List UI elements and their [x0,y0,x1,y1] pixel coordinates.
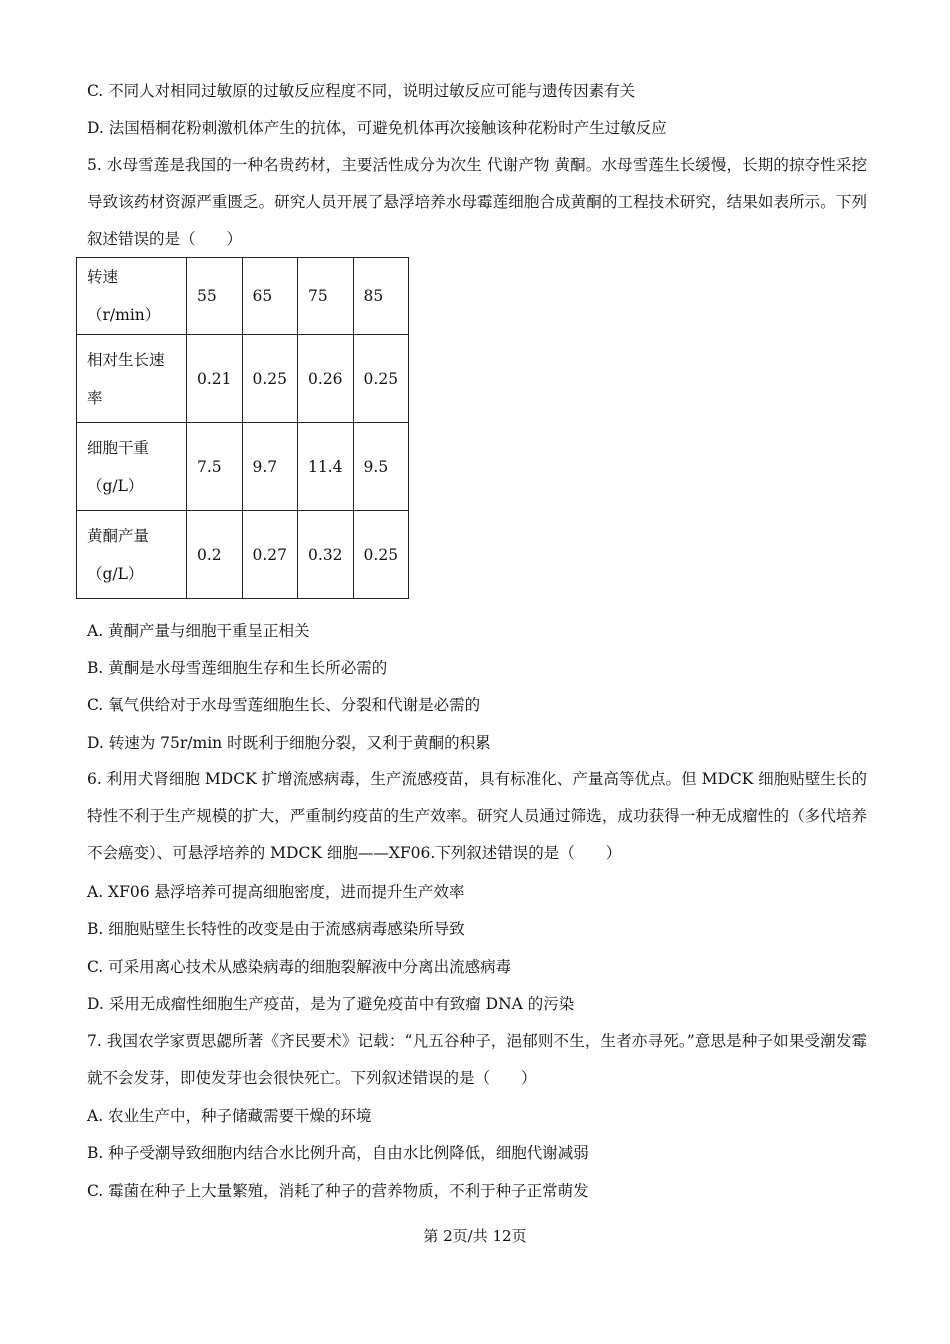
table-cell: 9.5 [353,423,409,511]
table-row [77,258,409,335]
q6-option-c: C. 可采用离心技术从感染病毒的细胞裂解液中分离出流感病毒 [87,958,512,976]
q5-option-a: A. 黄酮产量与细胞干重呈正相关 [87,622,310,640]
q6-option-d: D. 采用无成瘤性细胞生产疫苗，是为了避免疫苗中有致瘤 DNA 的污染 [87,995,575,1013]
table-cell: 7.5 [187,423,243,511]
table-row-header: 相对生长速率 [77,335,187,423]
q6-option-b: B. 细胞贴壁生长特性的改变是由于流感病毒感染所导致 [87,920,465,938]
table-cell: 0.25 [353,335,409,423]
table-cell: 0.21 [187,335,243,423]
table-cell: 85 [353,258,409,335]
table-cell: 75 [298,258,354,335]
table-row [77,335,409,423]
table-row [77,423,409,511]
table-cell: 11.4 [298,423,354,511]
q7-stem: 7. 我国农学家贾思勰所著《齐民要术》记载：“凡五谷种子，浥郁则不生，生者亦寻死。”意思是种子如果受潮发霉就不会发芽，即使发芽也会很快死亡。下列叙述错误的是（ ） [87,1032,867,1087]
table-cell: 55 [187,258,243,335]
table-row [77,511,409,599]
table-cell: 0.25 [353,511,409,599]
q7-option-c: C. 霉菌在种子上大量繁殖，消耗了种子的营养物质，不利于种子正常萌发 [87,1182,589,1200]
q7-option-a: A. 农业生产中，种子储藏需要干燥的环境 [87,1107,372,1125]
q6-option-a: A. XF06 悬浮培养可提高细胞密度，进而提升生产效率 [87,883,465,901]
q5-option-c: C. 氧气供给对于水母雪莲细胞生长、分裂和代谢是必需的 [87,696,481,714]
table-row-header: 转速（r/min） [77,258,187,335]
q5-option-b: B. 黄酮是水母雪莲细胞生存和生长所必需的 [87,659,388,677]
table-cell: 9.7 [242,423,298,511]
table-cell: 0.2 [187,511,243,599]
table-cell: 0.25 [242,335,298,423]
table-cell: 65 [242,258,298,335]
table-cell: 0.32 [298,511,354,599]
q6-stem: 6. 利用犬肾细胞 MDCK 扩增流感病毒，生产流感疫苗，具有标准化、产量高等优点。但 MDCK 细胞贴壁生长的特性不利于生产规模的扩大，严重制约疫苗的生产效率。研究人员通过筛选，成功获得一种无成瘤性的（多代培养不会癌变）、可悬浮培养的 MDCK 细胞——XF06.下列叙述错误的是（ ） [87,770,867,862]
table-row-header: 细胞干重（g/L） [77,423,187,511]
table-cell: 0.27 [242,511,298,599]
results-table [76,257,409,599]
table-cell: 0.26 [298,335,354,423]
table-row-header: 黄酮产量（g/L） [77,511,187,599]
q4-option-c: C. 不同人对相同过敏原的过敏反应程度不同，说明过敏反应可能与遗传因素有关 [87,82,636,100]
page-footer: 第 2页/共 12页 [423,1227,527,1245]
q4-option-d: D. 法国梧桐花粉刺激机体产生的抗体，可避免机体再次接触该种花粉时产生过敏反应 [87,119,667,137]
q5-stem: 5. 水母雪莲是我国的一种名贵药材，主要活性成分为次生 代谢产物 黄酮。水母雪莲生长缓慢，长期的掠夺性采挖导致该药材资源严重匮乏。研究人员开展了悬浮培养水母霉莲细胞合成黄酮的工程技术研究，结果如表所示。下列叙述错误的是（ ） [87,156,867,248]
q7-option-b: B. 种子受潮导致细胞内结合水比例升高，自由水比例降低，细胞代谢减弱 [87,1144,589,1162]
q5-option-d: D. 转速为 75r/min 时既利于细胞分裂，又利于黄酮的积累 [87,734,491,752]
